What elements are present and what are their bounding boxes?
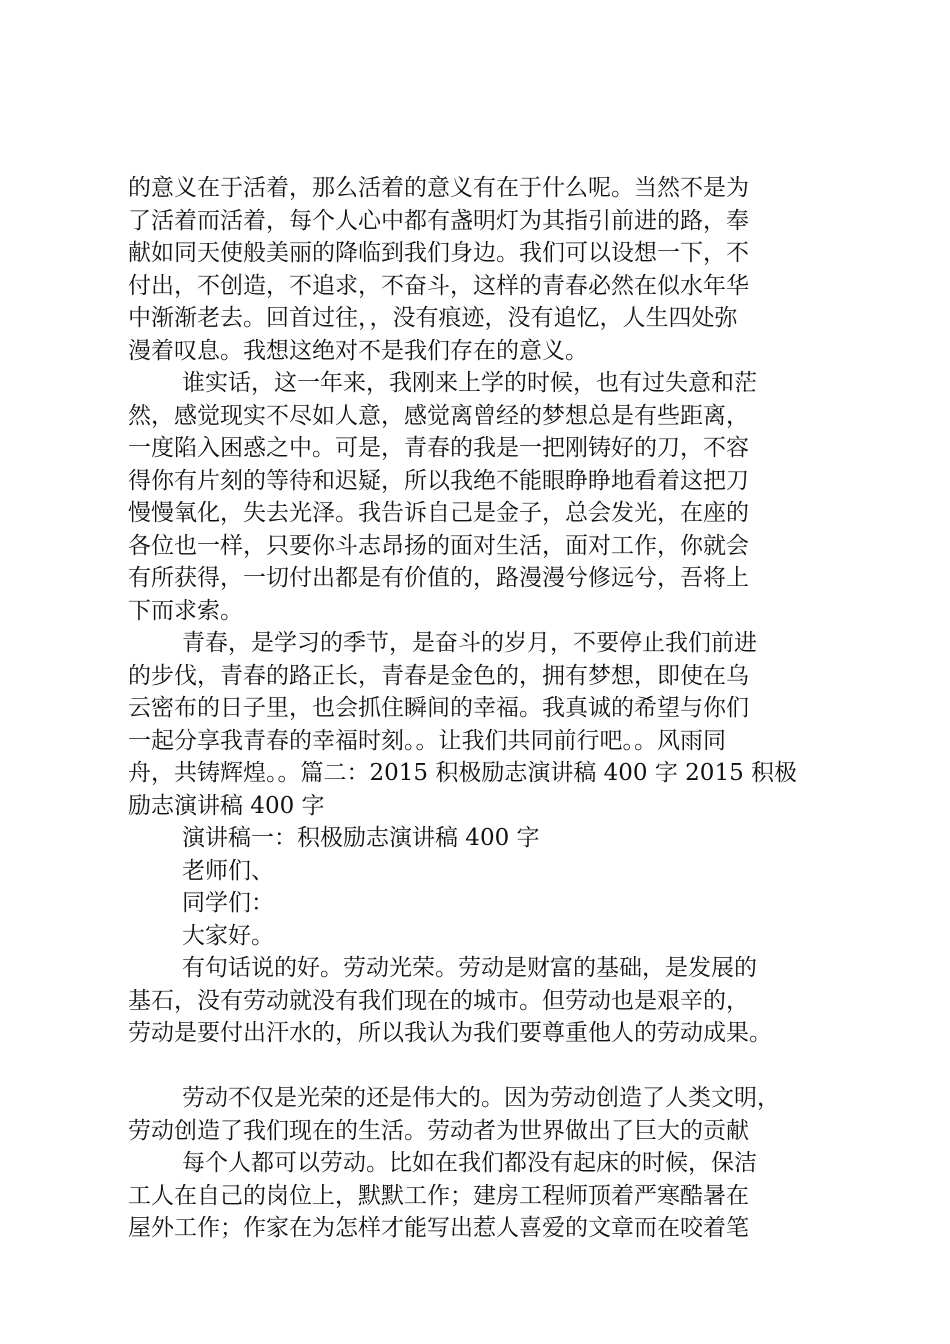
paragraph-first-line: 同学们： xyxy=(182,890,274,916)
text-line: 一度陷入困惑之中。可是，青春的我是一把刚铸好的刀，不容 xyxy=(128,435,749,461)
text-line: 得你有片刻的等待和迟疑，所以我绝不能眼睁睁地看着这把刀 xyxy=(128,467,749,494)
text-line: 舟，共铸辉煌。。篇二：2015 积极励志演讲稿 400 字 2015 积极 xyxy=(128,760,798,786)
text-line: 劳动创造了我们现在的生活。劳动者为世界做出了巨大的贡献 xyxy=(128,1117,749,1144)
paragraph-first-line: 谁实话，这一年来，我刚来上学的时候，也有过失意和茫 xyxy=(182,370,757,396)
blank-line xyxy=(128,1050,838,1083)
paragraph-first-line: 老师们、 xyxy=(182,857,274,884)
text-line: 的意义在于活着，那么活着的意义有在于什么呢。当然不是为 xyxy=(128,175,749,201)
paragraph-first-line: 每个人都可以劳动。比如在我们都没有起床的时候，保洁 xyxy=(182,1150,757,1176)
text-line: 漫着叹息。我想这绝对不是我们存在的意义。 xyxy=(128,337,588,364)
text-line: 劳动是要付出汗水的，所以我认为我们要尊重他人的劳动成果。 xyxy=(128,1020,772,1046)
text-line: 付出，不创造，不追求，不奋斗，这样的青春必然在似水年华 xyxy=(128,272,749,299)
paragraph-first-line: 劳动不仅是光荣的还是伟大的。因为劳动创造了人类文明， xyxy=(182,1085,780,1111)
text-line: 屋外工作；作家在为怎样才能写出惹人喜爱的文章而在咬着笔 xyxy=(128,1215,749,1241)
paragraph-first-line: 大家好。 xyxy=(182,922,274,949)
paragraph-first-line: 有句话说的好。劳动光荣。劳动是财富的基础，是发展的 xyxy=(182,955,757,981)
text-line: 下而求索。 xyxy=(128,597,243,624)
text-line: 有所获得，一切付出都是有价值的，路漫漫兮修远兮，吾将上 xyxy=(128,565,749,591)
paragraph-first-line: 演讲稿一：积极励志演讲稿 400 字 xyxy=(182,825,540,851)
text-line: 然，感觉现实不尽如人意，感觉离曾经的梦想总是有些距离， xyxy=(128,402,749,429)
text-line: 献如同天使般美丽的降临到我们身边。我们可以设想一下，不 xyxy=(128,240,749,266)
text-line: 慢慢氧化，失去光泽。我告诉自己是金子，总会发光，在座的 xyxy=(128,500,749,526)
text-line: 各位也一样，只要你斗志昂扬的面对生活，面对工作，你就会 xyxy=(128,532,749,559)
paragraph-first-line: 青春，是学习的季节，是奋斗的岁月，不要停止我们前进 xyxy=(182,630,757,656)
text-line: 基石，没有劳动就没有我们现在的城市。但劳动也是艰辛的， xyxy=(128,987,749,1014)
text-line: 中渐渐老去。回首过往，，没有痕迹，没有追忆，人生四处弥 xyxy=(128,305,738,331)
text-line: 的步伐，青春的路正长，青春是金色的，拥有梦想，即使在乌 xyxy=(128,662,749,689)
document-body xyxy=(128,172,838,1245)
text-line: 一起分享我青春的幸福时刻。。让我们共同前行吧。。风雨同 xyxy=(128,727,726,754)
text-line: 工人在自己的岗位上，默默工作；建房工程师顶着严寒酷暑在 xyxy=(128,1182,749,1209)
text-line: 云密布的日子里，也会抓住瞬间的幸福。我真诚的希望与你们 xyxy=(128,695,749,721)
text-line: 励志演讲稿 400 字 xyxy=(128,792,325,819)
text-line: 了活着而活着，每个人心中都有盏明灯为其指引前进的路，奉 xyxy=(128,207,749,234)
